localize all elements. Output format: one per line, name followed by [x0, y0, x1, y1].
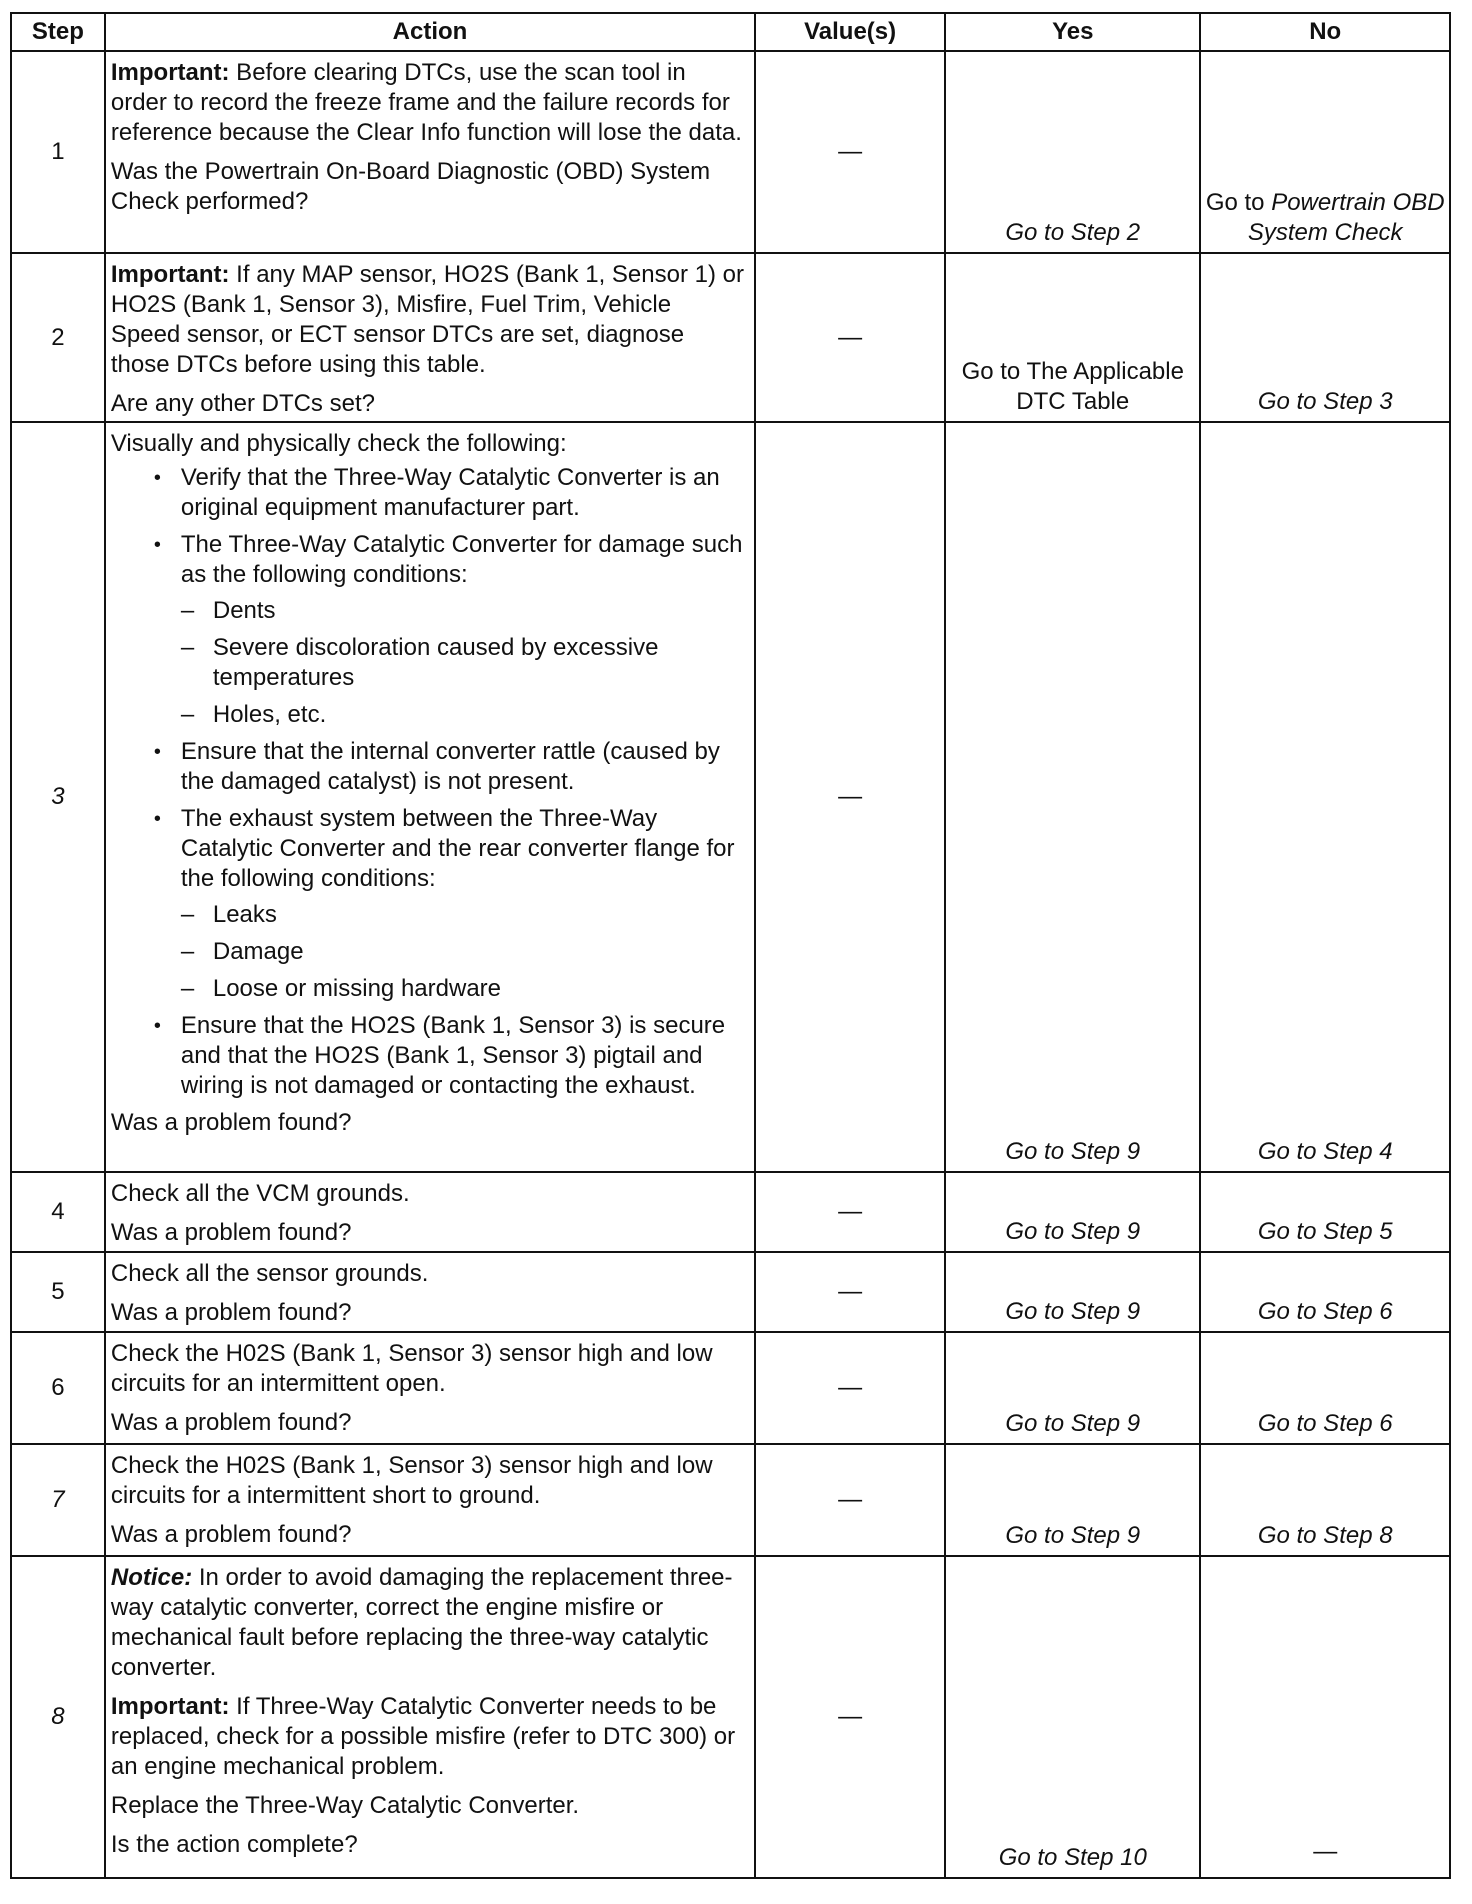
yes-cell[interactable]: Go to Step 9 [945, 1172, 1200, 1252]
step-number: 1 [11, 51, 105, 253]
step-number: 2 [11, 253, 105, 422]
no-cell[interactable]: Go to Step 6 [1200, 1252, 1450, 1332]
action-cell [105, 1252, 755, 1332]
sub-list-item: – Dents [213, 596, 746, 626]
header-action: Action [105, 13, 755, 51]
action-cell [105, 253, 755, 422]
table-row [11, 1332, 1450, 1444]
exhaust-sublist [181, 900, 746, 1004]
diagnostic-table [10, 12, 1451, 1879]
no-cell[interactable]: Go to Step 5 [1200, 1172, 1450, 1252]
no-cell[interactable]: Go to Step 4 [1200, 422, 1450, 1172]
action-text: Replace the Three-Way Catalytic Converter. [110, 1792, 580, 1819]
value-cell: — [755, 1172, 945, 1252]
notice-label: Notice: [110, 1564, 193, 1591]
no-cell[interactable] [1200, 51, 1450, 253]
sub-list-item: – Loose or missing hardware [213, 974, 746, 1004]
check-list [111, 463, 746, 1101]
important-text: If Three-Way Catalytic Converter needs to be replaced, check for a possible misfire (refer to DTC 300) or an engine mechanical problem. [110, 1693, 736, 1780]
action-question: Was a problem found? [110, 1409, 352, 1436]
sub-list-item: – Damage [213, 937, 746, 967]
action-intro: Visually and physically check the following: [110, 430, 567, 457]
action-question: Was a problem found? [110, 1299, 352, 1326]
value-cell: — [755, 422, 945, 1172]
action-text: Check the H02S (Bank 1, Sensor 3) sensor high and low circuits for an intermittent open. [110, 1340, 713, 1397]
header-step: Step [11, 13, 105, 51]
header-row [11, 13, 1450, 51]
table-row [11, 422, 1450, 1172]
list-item: • Ensure that the HO2S (Bank 1, Sensor 3) is secure and that the HO2S (Bank 1, Sensor 3) pigtail and wiring is not damaged or contacting the exhaust. [181, 1011, 746, 1101]
action-cell [105, 1172, 755, 1252]
value-cell: — [755, 51, 945, 253]
table-row [11, 1252, 1450, 1332]
yes-cell[interactable]: Go to Step 2 [945, 51, 1200, 253]
action-cell [105, 1332, 755, 1444]
action-text: Check all the VCM grounds. [110, 1180, 410, 1207]
list-item-text: The Three-Way Catalytic Converter for damage such as the following conditions: [180, 531, 743, 588]
action-cell [105, 422, 755, 1172]
important-note [111, 58, 746, 148]
notice-note [111, 1563, 746, 1683]
step-number: 8 [11, 1556, 105, 1878]
action-question: Was a problem found? [110, 1109, 352, 1136]
no-prefix: Go to [1205, 189, 1272, 216]
list-item: • Ensure that the internal converter rattle (caused by the damaged catalyst) is not present. [181, 737, 746, 797]
yes-cell[interactable]: Go to Step 10 [945, 1556, 1200, 1878]
step-number: 4 [11, 1172, 105, 1252]
value-cell: — [755, 253, 945, 422]
action-question: Was the Powertrain On-Board Diagnostic (OBD) System Check performed? [110, 158, 711, 215]
yes-cell[interactable]: Go to Step 9 [945, 1444, 1200, 1556]
important-text: If any MAP sensor, HO2S (Bank 1, Sensor 1) or HO2S (Bank 1, Sensor 3), Misfire, Fuel Trim, Vehicle Speed sensor, or ECT sensor DTCs are set, diagnose those DTCs before using this table. [110, 261, 744, 378]
yes-cell[interactable]: Go to Step 9 [945, 1252, 1200, 1332]
important-label: Important: [110, 261, 230, 288]
notice-text: In order to avoid damaging the replacement three-way catalytic converter, correct the engine misfire or mechanical fault before replacing the three-way catalytic converter. [110, 1564, 733, 1681]
table-row [11, 1556, 1450, 1878]
step-number: 7 [11, 1444, 105, 1556]
action-cell [105, 1444, 755, 1556]
header-no: No [1200, 13, 1450, 51]
no-cell[interactable]: Go to Step 8 [1200, 1444, 1450, 1556]
table-row [11, 1172, 1450, 1252]
no-link[interactable]: Powertrain OBD System Check [1247, 189, 1445, 246]
action-question: Are any other DTCs set? [110, 390, 375, 417]
sub-list-item: – Leaks [213, 900, 746, 930]
value-cell: — [755, 1332, 945, 1444]
action-cell [105, 51, 755, 253]
no-cell: — [1200, 1556, 1450, 1878]
sub-list-item: – Severe discoloration caused by excessive temperatures [213, 633, 746, 693]
table-row [11, 253, 1450, 422]
important-text: Before clearing DTCs, use the scan tool in order to record the freeze frame and the failure records for reference because the Clear Info function will lose the data. [110, 59, 742, 146]
header-values: Value(s) [755, 13, 945, 51]
table-row [11, 51, 1450, 253]
action-question: Is the action complete? [110, 1831, 358, 1858]
list-item: • Verify that the Three-Way Catalytic Converter is an original equipment manufacturer part. [181, 463, 746, 523]
damage-sublist [181, 596, 746, 730]
yes-cell[interactable]: Go to Step 9 [945, 1332, 1200, 1444]
action-text: Check all the sensor grounds. [110, 1260, 429, 1287]
list-item [181, 804, 746, 1004]
action-text: Check the H02S (Bank 1, Sensor 3) sensor high and low circuits for a intermittent short to ground. [110, 1452, 713, 1509]
no-cell[interactable]: Go to Step 3 [1200, 253, 1450, 422]
step-number: 3 [11, 422, 105, 1172]
no-cell[interactable]: Go to Step 6 [1200, 1332, 1450, 1444]
action-question: Was a problem found? [110, 1521, 352, 1548]
action-cell [105, 1556, 755, 1878]
header-yes: Yes [945, 13, 1200, 51]
yes-cell[interactable]: Go to Step 9 [945, 422, 1200, 1172]
important-label: Important: [110, 59, 230, 86]
step-number: 5 [11, 1252, 105, 1332]
value-cell: — [755, 1556, 945, 1878]
value-cell: — [755, 1444, 945, 1556]
table-row [11, 1444, 1450, 1556]
important-note [111, 1692, 746, 1782]
important-label: Important: [110, 1693, 230, 1720]
list-item-text: The exhaust system between the Three-Way Catalytic Converter and the rear converter flange for the following conditions: [180, 805, 735, 892]
step-number: 6 [11, 1332, 105, 1444]
action-question: Was a problem found? [110, 1219, 352, 1246]
list-item [181, 530, 746, 730]
sub-list-item: – Holes, etc. [213, 700, 746, 730]
yes-cell[interactable]: Go to The Applicable DTC Table [945, 253, 1200, 422]
value-cell: — [755, 1252, 945, 1332]
important-note [111, 260, 746, 380]
